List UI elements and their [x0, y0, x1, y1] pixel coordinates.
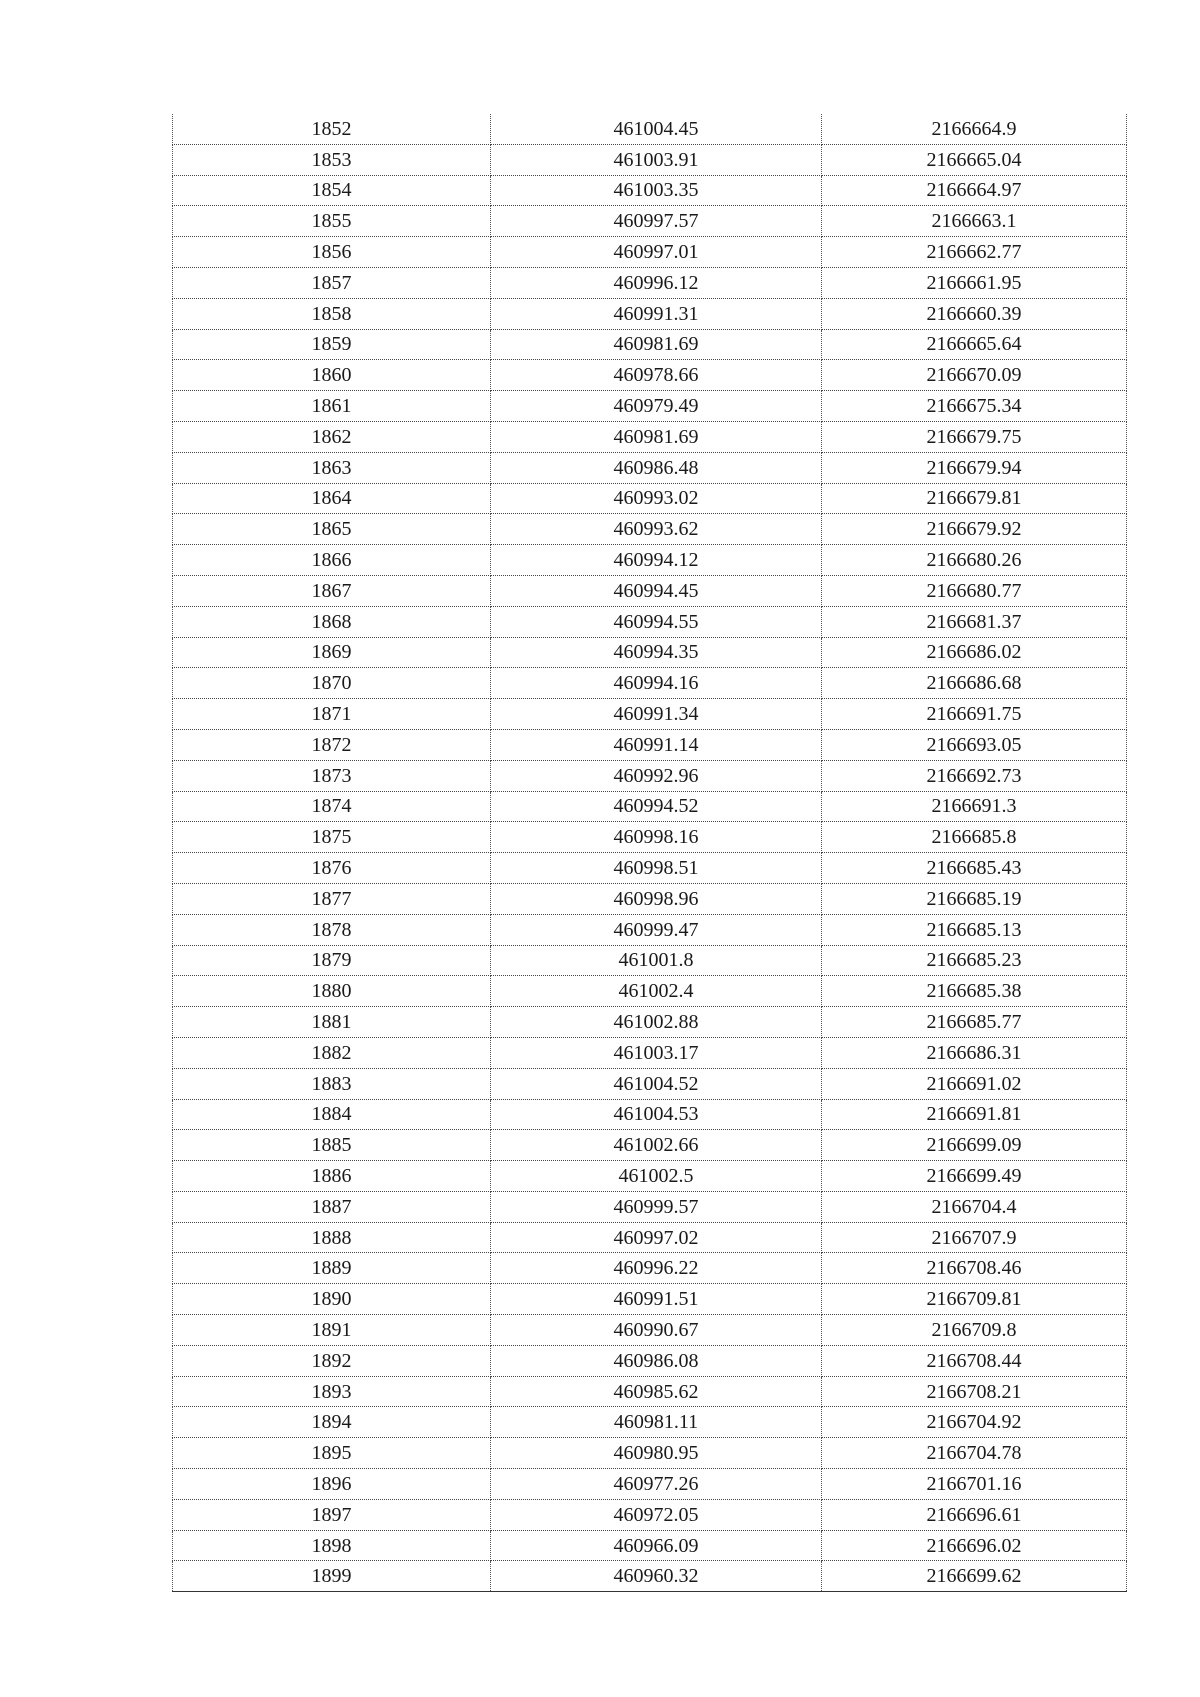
x-coordinate-cell: 460979.49: [491, 391, 822, 422]
table-row: [173, 791, 1127, 822]
x-coordinate-cell: 460991.31: [491, 298, 822, 329]
y-coordinate-cell: 2166708.44: [822, 1345, 1127, 1376]
table-row: [173, 1130, 1127, 1161]
x-coordinate-cell: 461003.17: [491, 1037, 822, 1068]
table-row: [173, 421, 1127, 452]
x-coordinate-cell: 460999.57: [491, 1191, 822, 1222]
y-coordinate-cell: 2166686.02: [822, 637, 1127, 668]
table-row: [173, 545, 1127, 576]
point-number-cell: 1857: [173, 267, 491, 298]
x-coordinate-cell: 461003.35: [491, 175, 822, 206]
x-coordinate-cell: 460996.12: [491, 267, 822, 298]
table-row: [173, 1469, 1127, 1500]
x-coordinate-cell: 460997.57: [491, 206, 822, 237]
table-row: [173, 514, 1127, 545]
point-number-cell: 1861: [173, 391, 491, 422]
point-number-cell: 1889: [173, 1253, 491, 1284]
point-number-cell: 1895: [173, 1438, 491, 1469]
point-number-cell: 1879: [173, 945, 491, 976]
table-row: [173, 144, 1127, 175]
table-row: [173, 699, 1127, 730]
y-coordinate-cell: 2166680.77: [822, 575, 1127, 606]
y-coordinate-cell: 2166692.73: [822, 760, 1127, 791]
table-row: [173, 1438, 1127, 1469]
table-row: [173, 237, 1127, 268]
y-coordinate-cell: 2166663.1: [822, 206, 1127, 237]
point-number-cell: 1874: [173, 791, 491, 822]
x-coordinate-cell: 460985.62: [491, 1376, 822, 1407]
point-number-cell: 1896: [173, 1469, 491, 1500]
x-coordinate-cell: 460991.14: [491, 729, 822, 760]
x-coordinate-cell: 460966.09: [491, 1530, 822, 1561]
point-number-cell: 1870: [173, 668, 491, 699]
point-number-cell: 1867: [173, 575, 491, 606]
table-row: [173, 206, 1127, 237]
y-coordinate-cell: 2166691.81: [822, 1099, 1127, 1130]
table-row: [173, 853, 1127, 884]
x-coordinate-cell: 460999.47: [491, 914, 822, 945]
point-number-cell: 1897: [173, 1499, 491, 1530]
y-coordinate-cell: 2166670.09: [822, 360, 1127, 391]
table-row: [173, 976, 1127, 1007]
y-coordinate-cell: 2166704.4: [822, 1191, 1127, 1222]
y-coordinate-cell: 2166665.64: [822, 329, 1127, 360]
table-row: [173, 1345, 1127, 1376]
point-number-cell: 1871: [173, 699, 491, 730]
point-number-cell: 1875: [173, 822, 491, 853]
table-row: [173, 483, 1127, 514]
table-row: [173, 1561, 1127, 1592]
point-number-cell: 1852: [173, 114, 491, 144]
point-number-cell: 1877: [173, 883, 491, 914]
point-number-cell: 1890: [173, 1284, 491, 1315]
x-coordinate-cell: 461004.53: [491, 1099, 822, 1130]
y-coordinate-cell: 2166691.02: [822, 1068, 1127, 1099]
table-row: [173, 822, 1127, 853]
y-coordinate-cell: 2166685.38: [822, 976, 1127, 1007]
y-coordinate-cell: 2166675.34: [822, 391, 1127, 422]
x-coordinate-cell: 461002.66: [491, 1130, 822, 1161]
coordinate-table: [172, 114, 1127, 1592]
point-number-cell: 1884: [173, 1099, 491, 1130]
table-row: [173, 883, 1127, 914]
point-number-cell: 1863: [173, 452, 491, 483]
y-coordinate-cell: 2166704.78: [822, 1438, 1127, 1469]
y-coordinate-cell: 2166685.13: [822, 914, 1127, 945]
x-coordinate-cell: 461004.52: [491, 1068, 822, 1099]
point-number-cell: 1858: [173, 298, 491, 329]
point-number-cell: 1854: [173, 175, 491, 206]
y-coordinate-cell: 2166685.8: [822, 822, 1127, 853]
y-coordinate-cell: 2166693.05: [822, 729, 1127, 760]
x-coordinate-cell: 460980.95: [491, 1438, 822, 1469]
x-coordinate-cell: 460994.55: [491, 606, 822, 637]
table-row: [173, 606, 1127, 637]
y-coordinate-cell: 2166661.95: [822, 267, 1127, 298]
point-number-cell: 1862: [173, 421, 491, 452]
y-coordinate-cell: 2166685.19: [822, 883, 1127, 914]
x-coordinate-cell: 461002.4: [491, 976, 822, 1007]
table-row: [173, 945, 1127, 976]
table-row: [173, 1376, 1127, 1407]
x-coordinate-cell: 460991.51: [491, 1284, 822, 1315]
x-coordinate-cell: 461002.88: [491, 1007, 822, 1038]
table-row: [173, 1068, 1127, 1099]
y-coordinate-cell: 2166685.23: [822, 945, 1127, 976]
point-number-cell: 1880: [173, 976, 491, 1007]
point-number-cell: 1876: [173, 853, 491, 884]
table-row: [173, 1037, 1127, 1068]
table-row: [173, 391, 1127, 422]
x-coordinate-cell: 460981.69: [491, 421, 822, 452]
point-number-cell: 1888: [173, 1222, 491, 1253]
x-coordinate-cell: 460994.16: [491, 668, 822, 699]
point-number-cell: 1893: [173, 1376, 491, 1407]
point-number-cell: 1898: [173, 1530, 491, 1561]
y-coordinate-cell: 2166679.81: [822, 483, 1127, 514]
point-number-cell: 1873: [173, 760, 491, 791]
x-coordinate-cell: 460994.12: [491, 545, 822, 576]
y-coordinate-cell: 2166679.75: [822, 421, 1127, 452]
table-row: [173, 1407, 1127, 1438]
table-row: [173, 1530, 1127, 1561]
y-coordinate-cell: 2166707.9: [822, 1222, 1127, 1253]
table-row: [173, 452, 1127, 483]
y-coordinate-cell: 2166691.3: [822, 791, 1127, 822]
table-row: [173, 267, 1127, 298]
x-coordinate-cell: 461003.91: [491, 144, 822, 175]
x-coordinate-cell: 460991.34: [491, 699, 822, 730]
x-coordinate-cell: 461002.5: [491, 1161, 822, 1192]
y-coordinate-cell: 2166686.31: [822, 1037, 1127, 1068]
table-row: [173, 298, 1127, 329]
y-coordinate-cell: 2166662.77: [822, 237, 1127, 268]
table-row: [173, 1222, 1127, 1253]
table-row: [173, 668, 1127, 699]
table-row: [173, 1253, 1127, 1284]
point-number-cell: 1855: [173, 206, 491, 237]
x-coordinate-cell: 460981.11: [491, 1407, 822, 1438]
x-coordinate-cell: 460992.96: [491, 760, 822, 791]
x-coordinate-cell: 460977.26: [491, 1469, 822, 1500]
point-number-cell: 1865: [173, 514, 491, 545]
point-number-cell: 1860: [173, 360, 491, 391]
y-coordinate-cell: 2166696.61: [822, 1499, 1127, 1530]
y-coordinate-cell: 2166699.62: [822, 1561, 1127, 1592]
table-row: [173, 114, 1127, 144]
x-coordinate-cell: 460978.66: [491, 360, 822, 391]
x-coordinate-cell: 460998.51: [491, 853, 822, 884]
x-coordinate-cell: 460993.62: [491, 514, 822, 545]
y-coordinate-cell: 2166665.04: [822, 144, 1127, 175]
y-coordinate-cell: 2166699.09: [822, 1130, 1127, 1161]
x-coordinate-cell: 460993.02: [491, 483, 822, 514]
y-coordinate-cell: 2166664.9: [822, 114, 1127, 144]
table-row: [173, 1007, 1127, 1038]
x-coordinate-cell: 460994.45: [491, 575, 822, 606]
point-number-cell: 1856: [173, 237, 491, 268]
y-coordinate-cell: 2166709.8: [822, 1315, 1127, 1346]
point-number-cell: 1859: [173, 329, 491, 360]
table-row: [173, 914, 1127, 945]
table-row: [173, 575, 1127, 606]
x-coordinate-cell: 460997.01: [491, 237, 822, 268]
point-number-cell: 1872: [173, 729, 491, 760]
x-coordinate-cell: 460996.22: [491, 1253, 822, 1284]
table-row: [173, 1161, 1127, 1192]
x-coordinate-cell: 460986.08: [491, 1345, 822, 1376]
point-number-cell: 1891: [173, 1315, 491, 1346]
y-coordinate-cell: 2166660.39: [822, 298, 1127, 329]
table-row: [173, 1315, 1127, 1346]
point-number-cell: 1894: [173, 1407, 491, 1438]
y-coordinate-cell: 2166680.26: [822, 545, 1127, 576]
table-row: [173, 729, 1127, 760]
point-number-cell: 1883: [173, 1068, 491, 1099]
table-row: [173, 360, 1127, 391]
y-coordinate-cell: 2166685.77: [822, 1007, 1127, 1038]
point-number-cell: 1881: [173, 1007, 491, 1038]
x-coordinate-cell: 460998.96: [491, 883, 822, 914]
y-coordinate-cell: 2166691.75: [822, 699, 1127, 730]
x-coordinate-cell: 461004.45: [491, 114, 822, 144]
point-number-cell: 1878: [173, 914, 491, 945]
y-coordinate-cell: 2166704.92: [822, 1407, 1127, 1438]
point-number-cell: 1892: [173, 1345, 491, 1376]
x-coordinate-cell: 460994.35: [491, 637, 822, 668]
point-number-cell: 1853: [173, 144, 491, 175]
table-row: [173, 760, 1127, 791]
point-number-cell: 1899: [173, 1561, 491, 1592]
y-coordinate-cell: 2166685.43: [822, 853, 1127, 884]
x-coordinate-cell: 460960.32: [491, 1561, 822, 1592]
y-coordinate-cell: 2166701.16: [822, 1469, 1127, 1500]
y-coordinate-cell: 2166686.68: [822, 668, 1127, 699]
table-row: [173, 175, 1127, 206]
coordinate-table-body: [173, 114, 1127, 1592]
point-number-cell: 1869: [173, 637, 491, 668]
x-coordinate-cell: 460994.52: [491, 791, 822, 822]
x-coordinate-cell: 460998.16: [491, 822, 822, 853]
point-number-cell: 1885: [173, 1130, 491, 1161]
point-number-cell: 1887: [173, 1191, 491, 1222]
y-coordinate-cell: 2166709.81: [822, 1284, 1127, 1315]
y-coordinate-cell: 2166708.21: [822, 1376, 1127, 1407]
point-number-cell: 1882: [173, 1037, 491, 1068]
x-coordinate-cell: 460997.02: [491, 1222, 822, 1253]
table-row: [173, 1099, 1127, 1130]
y-coordinate-cell: 2166708.46: [822, 1253, 1127, 1284]
x-coordinate-cell: 460981.69: [491, 329, 822, 360]
table-row: [173, 329, 1127, 360]
y-coordinate-cell: 2166681.37: [822, 606, 1127, 637]
x-coordinate-cell: 461001.8: [491, 945, 822, 976]
point-number-cell: 1886: [173, 1161, 491, 1192]
y-coordinate-cell: 2166696.02: [822, 1530, 1127, 1561]
y-coordinate-cell: 2166679.92: [822, 514, 1127, 545]
table-row: [173, 637, 1127, 668]
y-coordinate-cell: 2166664.97: [822, 175, 1127, 206]
table-row: [173, 1191, 1127, 1222]
table-row: [173, 1284, 1127, 1315]
table-row: [173, 1499, 1127, 1530]
x-coordinate-cell: 460986.48: [491, 452, 822, 483]
x-coordinate-cell: 460990.67: [491, 1315, 822, 1346]
x-coordinate-cell: 460972.05: [491, 1499, 822, 1530]
point-number-cell: 1868: [173, 606, 491, 637]
point-number-cell: 1866: [173, 545, 491, 576]
point-number-cell: 1864: [173, 483, 491, 514]
y-coordinate-cell: 2166699.49: [822, 1161, 1127, 1192]
y-coordinate-cell: 2166679.94: [822, 452, 1127, 483]
